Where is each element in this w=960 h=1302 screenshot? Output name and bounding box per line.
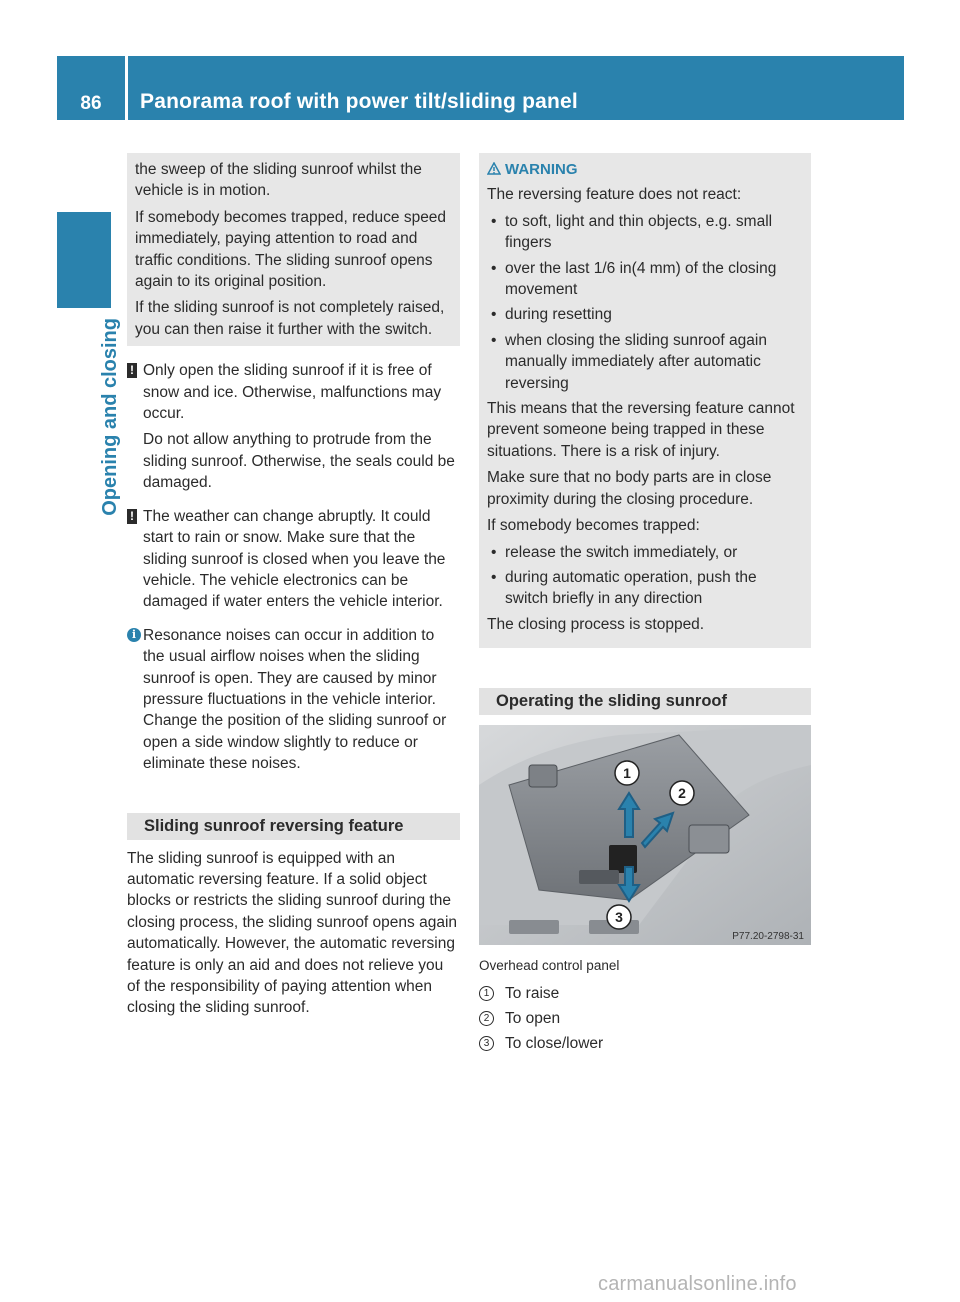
warning-paragraph: If somebody becomes trapped: [487, 517, 700, 535]
legend-item [479, 1008, 811, 1029]
legend-text: To open [505, 1009, 561, 1027]
bullet-icon: • [491, 259, 497, 277]
warning-title [487, 159, 803, 180]
warning-box [479, 153, 811, 648]
warning-paragraph: This means that the reversing feature cannot prevent someone being trapped in these situations. There is a risk of injury. [487, 400, 795, 460]
bullet-icon: • [491, 331, 497, 349]
exclamation-icon: ! [127, 509, 137, 524]
overhead-control-panel-photo [479, 725, 811, 945]
list-item: • during automatic operation, push the switch briefly in any direction [491, 568, 757, 608]
legend-number: 3 [479, 1036, 494, 1051]
left-column [127, 153, 460, 1019]
watermark: carmanualsonline.info [598, 1273, 797, 1295]
list-item: • to soft, light and thin objects, e.g. small fingers [491, 212, 773, 252]
photo-caption: Overhead control panel [479, 958, 620, 974]
legend-text: To raise [505, 984, 560, 1002]
callout-2: 2 [678, 785, 686, 802]
note-paragraph: The weather can change abruptly. It could start to rain or snow. Make sure that the sliding sunroof is closed when you leave the vehicle. The vehicle electronics can be damaged if water enters the vehicle interior. [143, 507, 446, 611]
box-paragraph: If the sliding sunroof is not completely raised, you can then raise it further with the switch. [135, 299, 445, 338]
warning-paragraph: Make sure that no body parts are in close proximity during the closing procedure. [487, 469, 772, 508]
note-paragraph: Resonance noises can occur in addition to the usual airflow noises when the sliding sunroof is open. They are caused by minor pressure fluctuations in the vehicle interior. Change the position of the sliding sunroof or open a side window slightly to reduce or eliminate these noises. [143, 626, 447, 773]
callout-3: 3 [615, 909, 623, 926]
list-item: • when closing the sliding sunroof again manually immediately after automatic reversing [491, 331, 767, 392]
bullet-icon: • [491, 212, 497, 230]
continued-warning-box [127, 153, 460, 346]
note-paragraph: Do not allow anything to protrude from the sliding sunroof. Otherwise, the seals could be damaged. [143, 431, 455, 492]
side-tab-label: Opening and closing [99, 318, 121, 516]
exclamation-icon: ! [127, 363, 137, 378]
side-tab-block [57, 212, 111, 308]
caution-note [127, 360, 460, 493]
note-paragraph: Only open the sliding sunroof if it is free of snow and ice. Otherwise, malfunctions may occur. [143, 362, 442, 423]
warning-triangle-icon [487, 162, 501, 175]
header-divider [125, 56, 128, 120]
info-icon: i [127, 628, 141, 642]
section-heading: Sliding sunroof reversing feature [127, 813, 460, 840]
legend-number: 2 [479, 1011, 494, 1026]
caution-note [127, 506, 460, 613]
bullet-icon: • [491, 306, 497, 324]
page-number: 86 [80, 93, 102, 114]
control-panel-illustration [479, 725, 811, 945]
callout-1: 1 [623, 765, 631, 782]
list-item: • during resetting [487, 304, 803, 325]
list-item: • over the last 1/6 in(4 mm) of the closing movement [491, 259, 777, 299]
info-note [127, 625, 460, 775]
box-paragraph: If somebody becomes trapped, reduce speed immediately, paying attention to road and traffic conditions. The sliding sunroof opens again to its original position. [135, 208, 447, 291]
legend-number: 1 [479, 986, 494, 1001]
legend-text: To close/lower [505, 1035, 604, 1053]
legend-item [479, 983, 811, 1004]
right-column [479, 153, 811, 1055]
list-item: • release the switch immediately, or [487, 542, 803, 563]
section-heading: Operating the sliding sunroof [479, 688, 811, 715]
photo-code: P77.20-2798-31 [732, 931, 804, 943]
warning-paragraph: The closing process is stopped. [487, 615, 705, 633]
section-body: The sliding sunroof is equipped with an automatic reversing feature. If a solid object blocks or restricts the sliding sunroof during the closing process, the sliding sunroof opens again automatically. However, the automatic reversing feature is only an aid and does not relieve you of the responsibility of paying attention when closing the sliding sunroof. [127, 849, 458, 1017]
box-paragraph: the sweep of the sliding sunroof whilst the vehicle is in motion. [135, 161, 422, 200]
bullet-icon: • [491, 568, 497, 586]
warning-title-text: WARNING [505, 161, 578, 178]
page-title: Panorama roof with power tilt/sliding panel [140, 90, 578, 113]
legend-item [479, 1033, 811, 1054]
bullet-icon: • [491, 543, 497, 561]
warning-paragraph: The reversing feature does not react: [487, 186, 742, 204]
